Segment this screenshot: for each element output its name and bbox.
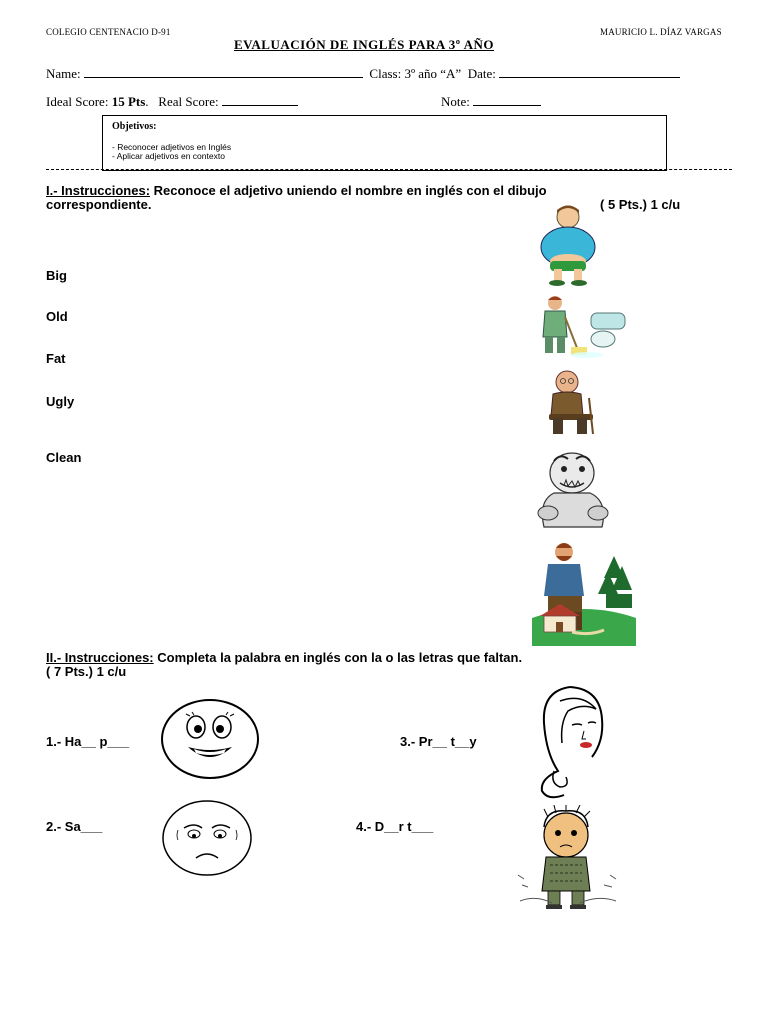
section2-heading: II.- Instrucciones: <box>46 650 154 665</box>
school-name: COLEGIO CENTENACIO D-91 <box>46 27 171 37</box>
word-big: Big <box>46 268 67 283</box>
section2-text: Completa la palabra en inglés con la o las letras que faltan. <box>153 650 523 665</box>
class-label: Class: <box>369 66 402 81</box>
old-man-icon <box>541 368 603 438</box>
page-title: EVALUACIÓN DE INGLÉS PARA 3º AÑO <box>234 37 494 52</box>
name-label: Name: <box>46 66 81 81</box>
item-happy: 1.- Ha__ p___ <box>46 734 130 749</box>
big-lumberjack-icon <box>532 538 636 646</box>
note-row <box>441 94 541 110</box>
ideal-score-value: 15 Pts <box>111 94 146 109</box>
teacher-name: MAURICIO L. DÍAZ VARGAS <box>600 27 722 37</box>
objectives-title: Objetivos: <box>112 121 157 132</box>
item-dirty: 4.- D__r t___ <box>356 819 434 834</box>
real-score-label: Real Score: <box>158 94 219 109</box>
pretty-woman-icon <box>530 683 610 803</box>
objective-item: - Reconocer adjetivos en Inglés <box>112 142 232 152</box>
word-old: Old <box>46 309 68 324</box>
fat-boy-icon <box>530 203 606 287</box>
note-field[interactable] <box>473 94 541 106</box>
section1-points: ( 5 Pts.) 1 c/u <box>600 197 681 212</box>
score-row <box>46 94 298 110</box>
section1-text-line2: correspondiente. <box>46 197 152 212</box>
dirty-boy-icon <box>516 805 620 913</box>
objective-item: - Aplicar adjetivos en contexto <box>112 151 225 161</box>
section1-text: Reconoce el adjetivo uniendo el nombre en inglés con el dibujo <box>150 183 547 198</box>
note-label: Note: <box>441 94 470 109</box>
date-label: Date: <box>467 66 496 81</box>
divider <box>46 169 732 170</box>
man-cleaning-icon <box>531 291 631 361</box>
ideal-score-label: Ideal Score: <box>46 94 109 109</box>
word-ugly: Ugly <box>46 394 75 409</box>
name-field[interactable] <box>84 66 363 78</box>
happy-face-icon <box>158 697 262 781</box>
sad-face-icon <box>160 798 254 878</box>
section1-instructions <box>46 184 726 198</box>
name-row <box>46 66 680 82</box>
date-field[interactable] <box>499 66 680 78</box>
word-clean: Clean <box>46 450 82 465</box>
real-score-field[interactable] <box>222 94 298 106</box>
ideal-score-suffix: . <box>145 94 149 109</box>
section2-instructions <box>46 651 726 665</box>
section2-points: ( 7 Pts.) 1 c/u <box>46 664 127 679</box>
item-pretty: 3.- Pr__ t__y <box>400 734 477 749</box>
class-value: 3º año “A” <box>404 66 462 81</box>
word-fat: Fat <box>46 351 66 366</box>
section1-heading: I.- Instrucciones: <box>46 183 151 198</box>
objectives-box <box>102 115 667 171</box>
item-sad: 2.- Sa___ <box>46 819 103 834</box>
ugly-troll-icon <box>528 447 620 531</box>
